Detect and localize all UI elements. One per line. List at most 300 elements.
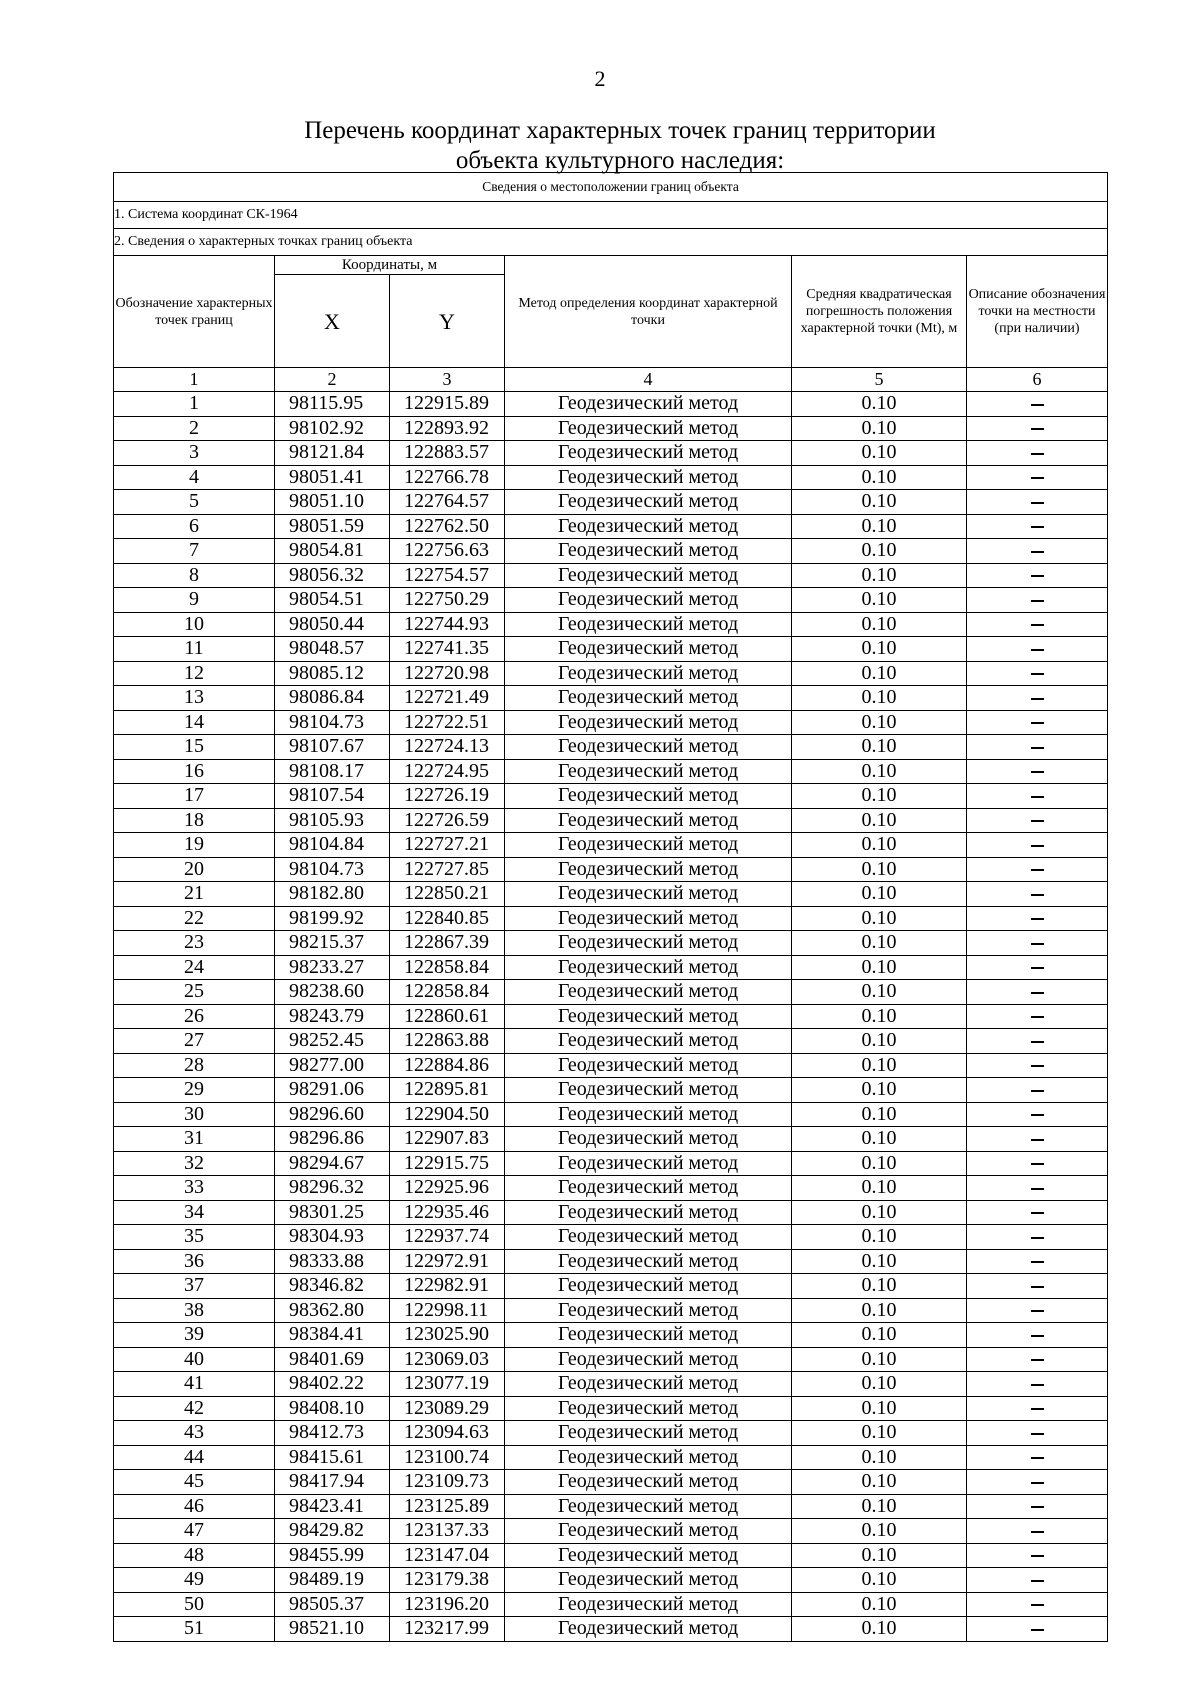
table-row bbox=[114, 1151, 1108, 1176]
x-coordinate: 98085.12 bbox=[275, 661, 390, 686]
y-coordinate: 122884.86 bbox=[390, 1053, 505, 1078]
column-number: 6 bbox=[967, 368, 1108, 392]
table-row bbox=[114, 1274, 1108, 1299]
description bbox=[967, 1004, 1108, 1029]
error-value: 0.10 bbox=[792, 784, 967, 809]
method: Геодезический метод bbox=[505, 1519, 792, 1544]
method: Геодезический метод bbox=[505, 1249, 792, 1274]
x-coordinate: 98051.10 bbox=[275, 490, 390, 515]
description bbox=[967, 416, 1108, 441]
x-coordinate: 98104.73 bbox=[275, 710, 390, 735]
x-coordinate: 98415.61 bbox=[275, 1445, 390, 1470]
description bbox=[967, 392, 1108, 417]
x-coordinate: 98423.41 bbox=[275, 1494, 390, 1519]
table-row bbox=[114, 1029, 1108, 1054]
dash-mark bbox=[1031, 1482, 1044, 1484]
x-coordinate: 98277.00 bbox=[275, 1053, 390, 1078]
title-line-2: объекта культурного наследия: bbox=[455, 147, 785, 174]
description bbox=[967, 710, 1108, 735]
error-value: 0.10 bbox=[792, 514, 967, 539]
x-coordinate: 98304.93 bbox=[275, 1225, 390, 1250]
point-number: 5 bbox=[114, 490, 275, 515]
dash-mark bbox=[1031, 943, 1044, 945]
y-coordinate: 122982.91 bbox=[390, 1274, 505, 1299]
method: Геодезический метод bbox=[505, 980, 792, 1005]
col-designation-header: Обозначение характерных точек границ bbox=[114, 256, 275, 368]
x-coordinate: 98412.73 bbox=[275, 1421, 390, 1446]
table-row bbox=[114, 1004, 1108, 1029]
method: Геодезический метод bbox=[505, 931, 792, 956]
error-value: 0.10 bbox=[792, 637, 967, 662]
point-number: 29 bbox=[114, 1078, 275, 1103]
point-number: 18 bbox=[114, 808, 275, 833]
point-number: 12 bbox=[114, 661, 275, 686]
x-coordinate: 98086.84 bbox=[275, 686, 390, 711]
dash-mark bbox=[1031, 894, 1044, 896]
method: Геодезический метод bbox=[505, 416, 792, 441]
method: Геодезический метод bbox=[505, 1078, 792, 1103]
error-value: 0.10 bbox=[792, 1053, 967, 1078]
x-coordinate: 98104.73 bbox=[275, 857, 390, 882]
x-coordinate: 98294.67 bbox=[275, 1151, 390, 1176]
description bbox=[967, 1519, 1108, 1544]
y-coordinate: 122925.96 bbox=[390, 1176, 505, 1201]
x-coordinate: 98296.32 bbox=[275, 1176, 390, 1201]
error-value: 0.10 bbox=[792, 1347, 967, 1372]
dash-mark bbox=[1031, 1506, 1044, 1508]
method: Геодезический метод bbox=[505, 514, 792, 539]
error-value: 0.10 bbox=[792, 1396, 967, 1421]
dash-mark bbox=[1031, 1237, 1044, 1239]
y-coordinate: 122904.50 bbox=[390, 1102, 505, 1127]
error-value: 0.10 bbox=[792, 1617, 967, 1642]
method: Геодезический метод bbox=[505, 490, 792, 515]
method: Геодезический метод bbox=[505, 1592, 792, 1617]
dash-mark bbox=[1031, 551, 1044, 553]
error-value: 0.10 bbox=[792, 1372, 967, 1397]
error-value: 0.10 bbox=[792, 1519, 967, 1544]
y-coordinate: 122867.39 bbox=[390, 931, 505, 956]
y-coordinate: 122754.57 bbox=[390, 563, 505, 588]
method: Геодезический метод bbox=[505, 784, 792, 809]
y-coordinate: 122762.50 bbox=[390, 514, 505, 539]
table-row bbox=[114, 1372, 1108, 1397]
method: Геодезический метод bbox=[505, 1323, 792, 1348]
description bbox=[967, 686, 1108, 711]
description bbox=[967, 955, 1108, 980]
table-row bbox=[114, 661, 1108, 686]
point-number: 17 bbox=[114, 784, 275, 809]
y-coordinate: 122907.83 bbox=[390, 1127, 505, 1152]
error-value: 0.10 bbox=[792, 1298, 967, 1323]
error-value: 0.10 bbox=[792, 539, 967, 564]
dash-mark bbox=[1031, 600, 1044, 602]
method: Геодезический метод bbox=[505, 1421, 792, 1446]
error-value: 0.10 bbox=[792, 906, 967, 931]
description bbox=[967, 1592, 1108, 1617]
point-number: 47 bbox=[114, 1519, 275, 1544]
description bbox=[967, 1543, 1108, 1568]
y-coordinate: 122766.78 bbox=[390, 465, 505, 490]
x-coordinate: 98048.57 bbox=[275, 637, 390, 662]
point-number: 46 bbox=[114, 1494, 275, 1519]
dash-mark bbox=[1031, 1580, 1044, 1582]
description bbox=[967, 1298, 1108, 1323]
x-coordinate: 98182.80 bbox=[275, 882, 390, 907]
table-row bbox=[114, 857, 1108, 882]
error-value: 0.10 bbox=[792, 931, 967, 956]
x-coordinate: 98243.79 bbox=[275, 1004, 390, 1029]
x-coordinate: 98252.45 bbox=[275, 1029, 390, 1054]
method: Геодезический метод bbox=[505, 686, 792, 711]
dash-mark bbox=[1031, 1335, 1044, 1337]
y-coordinate: 122720.98 bbox=[390, 661, 505, 686]
dash-mark bbox=[1031, 1408, 1044, 1410]
dash-mark bbox=[1031, 649, 1044, 651]
table-row bbox=[114, 1078, 1108, 1103]
table-row bbox=[114, 1568, 1108, 1593]
point-number: 28 bbox=[114, 1053, 275, 1078]
table-row bbox=[114, 980, 1108, 1005]
point-number: 37 bbox=[114, 1274, 275, 1299]
y-coordinate: 122937.74 bbox=[390, 1225, 505, 1250]
error-value: 0.10 bbox=[792, 1151, 967, 1176]
y-coordinate: 122915.75 bbox=[390, 1151, 505, 1176]
dash-mark bbox=[1031, 1090, 1044, 1092]
table-row bbox=[114, 1617, 1108, 1642]
point-number: 23 bbox=[114, 931, 275, 956]
y-coordinate: 122895.81 bbox=[390, 1078, 505, 1103]
description bbox=[967, 1102, 1108, 1127]
x-coordinate: 98054.51 bbox=[275, 588, 390, 613]
x-coordinate: 98401.69 bbox=[275, 1347, 390, 1372]
y-coordinate: 122860.61 bbox=[390, 1004, 505, 1029]
table-row bbox=[114, 1200, 1108, 1225]
x-coordinate: 98291.06 bbox=[275, 1078, 390, 1103]
y-coordinate: 122724.95 bbox=[390, 759, 505, 784]
x-coordinate: 98296.60 bbox=[275, 1102, 390, 1127]
x-coordinate: 98417.94 bbox=[275, 1470, 390, 1495]
method: Геодезический метод bbox=[505, 539, 792, 564]
dash-mark bbox=[1031, 992, 1044, 994]
description bbox=[967, 784, 1108, 809]
error-value: 0.10 bbox=[792, 661, 967, 686]
method: Геодезический метод bbox=[505, 1102, 792, 1127]
method: Геодезический метод bbox=[505, 1445, 792, 1470]
error-value: 0.10 bbox=[792, 1592, 967, 1617]
method: Геодезический метод bbox=[505, 1372, 792, 1397]
description bbox=[967, 735, 1108, 760]
table-row bbox=[114, 514, 1108, 539]
table-row bbox=[114, 710, 1108, 735]
point-number: 49 bbox=[114, 1568, 275, 1593]
method: Геодезический метод bbox=[505, 1151, 792, 1176]
table-row bbox=[114, 416, 1108, 441]
x-coordinate: 98521.10 bbox=[275, 1617, 390, 1642]
dash-mark bbox=[1031, 575, 1044, 577]
description bbox=[967, 1053, 1108, 1078]
description bbox=[967, 588, 1108, 613]
dash-mark bbox=[1031, 845, 1044, 847]
point-number: 44 bbox=[114, 1445, 275, 1470]
method: Геодезический метод bbox=[505, 833, 792, 858]
table-row bbox=[114, 833, 1108, 858]
dash-mark bbox=[1031, 1212, 1044, 1214]
description bbox=[967, 1494, 1108, 1519]
y-coordinate: 123147.04 bbox=[390, 1543, 505, 1568]
error-value: 0.10 bbox=[792, 1176, 967, 1201]
error-value: 0.10 bbox=[792, 1543, 967, 1568]
dash-mark bbox=[1031, 404, 1044, 406]
x-coordinate: 98233.27 bbox=[275, 955, 390, 980]
coordinates-table bbox=[113, 172, 1108, 1642]
page-number: 2 bbox=[594, 66, 606, 91]
point-number: 50 bbox=[114, 1592, 275, 1617]
point-number: 39 bbox=[114, 1323, 275, 1348]
error-value: 0.10 bbox=[792, 857, 967, 882]
point-number: 43 bbox=[114, 1421, 275, 1446]
table-row bbox=[114, 563, 1108, 588]
description bbox=[967, 882, 1108, 907]
table-row bbox=[114, 1102, 1108, 1127]
method: Геодезический метод bbox=[505, 1396, 792, 1421]
error-value: 0.10 bbox=[792, 465, 967, 490]
table-row bbox=[114, 1445, 1108, 1470]
dash-mark bbox=[1031, 673, 1044, 675]
table-row bbox=[114, 637, 1108, 662]
description bbox=[967, 906, 1108, 931]
table-row bbox=[114, 1470, 1108, 1495]
error-value: 0.10 bbox=[792, 980, 967, 1005]
y-coordinate: 122935.46 bbox=[390, 1200, 505, 1225]
method: Геодезический метод bbox=[505, 563, 792, 588]
error-value: 0.10 bbox=[792, 1470, 967, 1495]
method: Геодезический метод bbox=[505, 1029, 792, 1054]
description bbox=[967, 1249, 1108, 1274]
coordinate-system: 1. Система координат СК-1964 bbox=[114, 202, 1108, 229]
x-coordinate: 98505.37 bbox=[275, 1592, 390, 1617]
description bbox=[967, 465, 1108, 490]
y-coordinate: 122744.93 bbox=[390, 612, 505, 637]
table-row bbox=[114, 735, 1108, 760]
y-coordinate: 123109.73 bbox=[390, 1470, 505, 1495]
point-number: 15 bbox=[114, 735, 275, 760]
col-coordinates-header: Координаты, м bbox=[275, 256, 505, 275]
point-number: 45 bbox=[114, 1470, 275, 1495]
y-coordinate: 122741.35 bbox=[390, 637, 505, 662]
x-coordinate: 98115.95 bbox=[275, 392, 390, 417]
table-row bbox=[114, 1494, 1108, 1519]
column-number: 4 bbox=[505, 368, 792, 392]
method: Геодезический метод bbox=[505, 1200, 792, 1225]
error-value: 0.10 bbox=[792, 735, 967, 760]
x-coordinate: 98102.92 bbox=[275, 416, 390, 441]
description bbox=[967, 833, 1108, 858]
point-number: 3 bbox=[114, 441, 275, 466]
table-row bbox=[114, 1225, 1108, 1250]
error-value: 0.10 bbox=[792, 1029, 967, 1054]
dash-mark bbox=[1031, 869, 1044, 871]
dash-mark bbox=[1031, 918, 1044, 920]
error-value: 0.10 bbox=[792, 759, 967, 784]
method: Геодезический метод bbox=[505, 392, 792, 417]
method: Геодезический метод bbox=[505, 906, 792, 931]
description bbox=[967, 490, 1108, 515]
y-coordinate: 122858.84 bbox=[390, 955, 505, 980]
description bbox=[967, 1470, 1108, 1495]
error-value: 0.10 bbox=[792, 882, 967, 907]
error-value: 0.10 bbox=[792, 392, 967, 417]
method: Геодезический метод bbox=[505, 588, 792, 613]
table-row bbox=[114, 1592, 1108, 1617]
point-number: 35 bbox=[114, 1225, 275, 1250]
error-value: 0.10 bbox=[792, 441, 967, 466]
points-header: 2. Сведения о характерных точках границ объекта bbox=[114, 229, 1108, 256]
x-coordinate: 98455.99 bbox=[275, 1543, 390, 1568]
dash-mark bbox=[1031, 477, 1044, 479]
point-number: 51 bbox=[114, 1617, 275, 1642]
table-row bbox=[114, 686, 1108, 711]
method: Геодезический метод bbox=[505, 1127, 792, 1152]
method: Геодезический метод bbox=[505, 882, 792, 907]
dash-mark bbox=[1031, 1457, 1044, 1459]
point-number: 14 bbox=[114, 710, 275, 735]
point-number: 2 bbox=[114, 416, 275, 441]
x-coordinate: 98333.88 bbox=[275, 1249, 390, 1274]
point-number: 32 bbox=[114, 1151, 275, 1176]
table-row bbox=[114, 931, 1108, 956]
description bbox=[967, 1127, 1108, 1152]
error-value: 0.10 bbox=[792, 955, 967, 980]
point-number: 1 bbox=[114, 392, 275, 417]
x-coordinate: 98107.54 bbox=[275, 784, 390, 809]
table-row bbox=[114, 539, 1108, 564]
table-row bbox=[114, 808, 1108, 833]
y-coordinate: 123094.63 bbox=[390, 1421, 505, 1446]
dash-mark bbox=[1031, 1261, 1044, 1263]
description bbox=[967, 661, 1108, 686]
point-number: 25 bbox=[114, 980, 275, 1005]
method: Геодезический метод bbox=[505, 1617, 792, 1642]
point-number: 16 bbox=[114, 759, 275, 784]
y-coordinate: 122726.19 bbox=[390, 784, 505, 809]
table-row bbox=[114, 392, 1108, 417]
x-coordinate: 98051.59 bbox=[275, 514, 390, 539]
description bbox=[967, 1323, 1108, 1348]
method: Геодезический метод bbox=[505, 1176, 792, 1201]
dash-mark bbox=[1031, 1531, 1044, 1533]
method: Геодезический метод bbox=[505, 735, 792, 760]
x-coordinate: 98296.86 bbox=[275, 1127, 390, 1152]
y-coordinate: 123179.38 bbox=[390, 1568, 505, 1593]
description bbox=[967, 1225, 1108, 1250]
table-row bbox=[114, 465, 1108, 490]
dash-mark bbox=[1031, 1359, 1044, 1361]
y-coordinate: 123089.29 bbox=[390, 1396, 505, 1421]
table-row bbox=[114, 1519, 1108, 1544]
error-value: 0.10 bbox=[792, 1445, 967, 1470]
y-coordinate: 122727.85 bbox=[390, 857, 505, 882]
dash-mark bbox=[1031, 1016, 1044, 1018]
table-row bbox=[114, 1421, 1108, 1446]
description bbox=[967, 857, 1108, 882]
point-number: 40 bbox=[114, 1347, 275, 1372]
description bbox=[967, 1200, 1108, 1225]
error-value: 0.10 bbox=[792, 710, 967, 735]
description bbox=[967, 1029, 1108, 1054]
x-coordinate: 98489.19 bbox=[275, 1568, 390, 1593]
description bbox=[967, 612, 1108, 637]
table-row bbox=[114, 1323, 1108, 1348]
table-row bbox=[114, 759, 1108, 784]
description bbox=[967, 1372, 1108, 1397]
point-number: 30 bbox=[114, 1102, 275, 1127]
col-error-header: Средняя квадратическая погрешность положения характерной точки (Mt), м bbox=[792, 256, 967, 368]
dash-mark bbox=[1031, 1065, 1044, 1067]
col-x-header: X bbox=[275, 275, 390, 368]
y-coordinate: 123100.74 bbox=[390, 1445, 505, 1470]
y-coordinate: 122750.29 bbox=[390, 588, 505, 613]
description bbox=[967, 1421, 1108, 1446]
error-value: 0.10 bbox=[792, 1078, 967, 1103]
column-number: 5 bbox=[792, 368, 967, 392]
description bbox=[967, 539, 1108, 564]
error-value: 0.10 bbox=[792, 1274, 967, 1299]
error-value: 0.10 bbox=[792, 1421, 967, 1446]
x-coordinate: 98121.84 bbox=[275, 441, 390, 466]
table-row bbox=[114, 1543, 1108, 1568]
method: Геодезический метод bbox=[505, 1494, 792, 1519]
x-coordinate: 98301.25 bbox=[275, 1200, 390, 1225]
error-value: 0.10 bbox=[792, 490, 967, 515]
page-title bbox=[0, 116, 1200, 176]
point-number: 33 bbox=[114, 1176, 275, 1201]
y-coordinate: 122883.57 bbox=[390, 441, 505, 466]
description bbox=[967, 1396, 1108, 1421]
dash-mark bbox=[1031, 1188, 1044, 1190]
method: Геодезический метод bbox=[505, 1274, 792, 1299]
description bbox=[967, 1078, 1108, 1103]
section-header: Сведения о местоположении границ объекта bbox=[114, 173, 1108, 202]
table-row bbox=[114, 1396, 1108, 1421]
table-row bbox=[114, 612, 1108, 637]
dash-mark bbox=[1031, 428, 1044, 430]
dash-mark bbox=[1031, 967, 1044, 969]
method: Геодезический метод bbox=[505, 612, 792, 637]
dash-mark bbox=[1031, 1163, 1044, 1165]
point-number: 38 bbox=[114, 1298, 275, 1323]
point-number: 8 bbox=[114, 563, 275, 588]
error-value: 0.10 bbox=[792, 416, 967, 441]
error-value: 0.10 bbox=[792, 833, 967, 858]
point-number: 42 bbox=[114, 1396, 275, 1421]
y-coordinate: 123137.33 bbox=[390, 1519, 505, 1544]
x-coordinate: 98051.41 bbox=[275, 465, 390, 490]
point-number: 20 bbox=[114, 857, 275, 882]
description bbox=[967, 1347, 1108, 1372]
dash-mark bbox=[1031, 624, 1044, 626]
x-coordinate: 98408.10 bbox=[275, 1396, 390, 1421]
method: Геодезический метод bbox=[505, 710, 792, 735]
method: Геодезический метод bbox=[505, 1053, 792, 1078]
x-coordinate: 98050.44 bbox=[275, 612, 390, 637]
col-y-header: Y bbox=[390, 275, 505, 368]
point-number: 48 bbox=[114, 1543, 275, 1568]
x-coordinate: 98054.81 bbox=[275, 539, 390, 564]
method: Геодезический метод bbox=[505, 1470, 792, 1495]
description bbox=[967, 1151, 1108, 1176]
dash-mark bbox=[1031, 1286, 1044, 1288]
